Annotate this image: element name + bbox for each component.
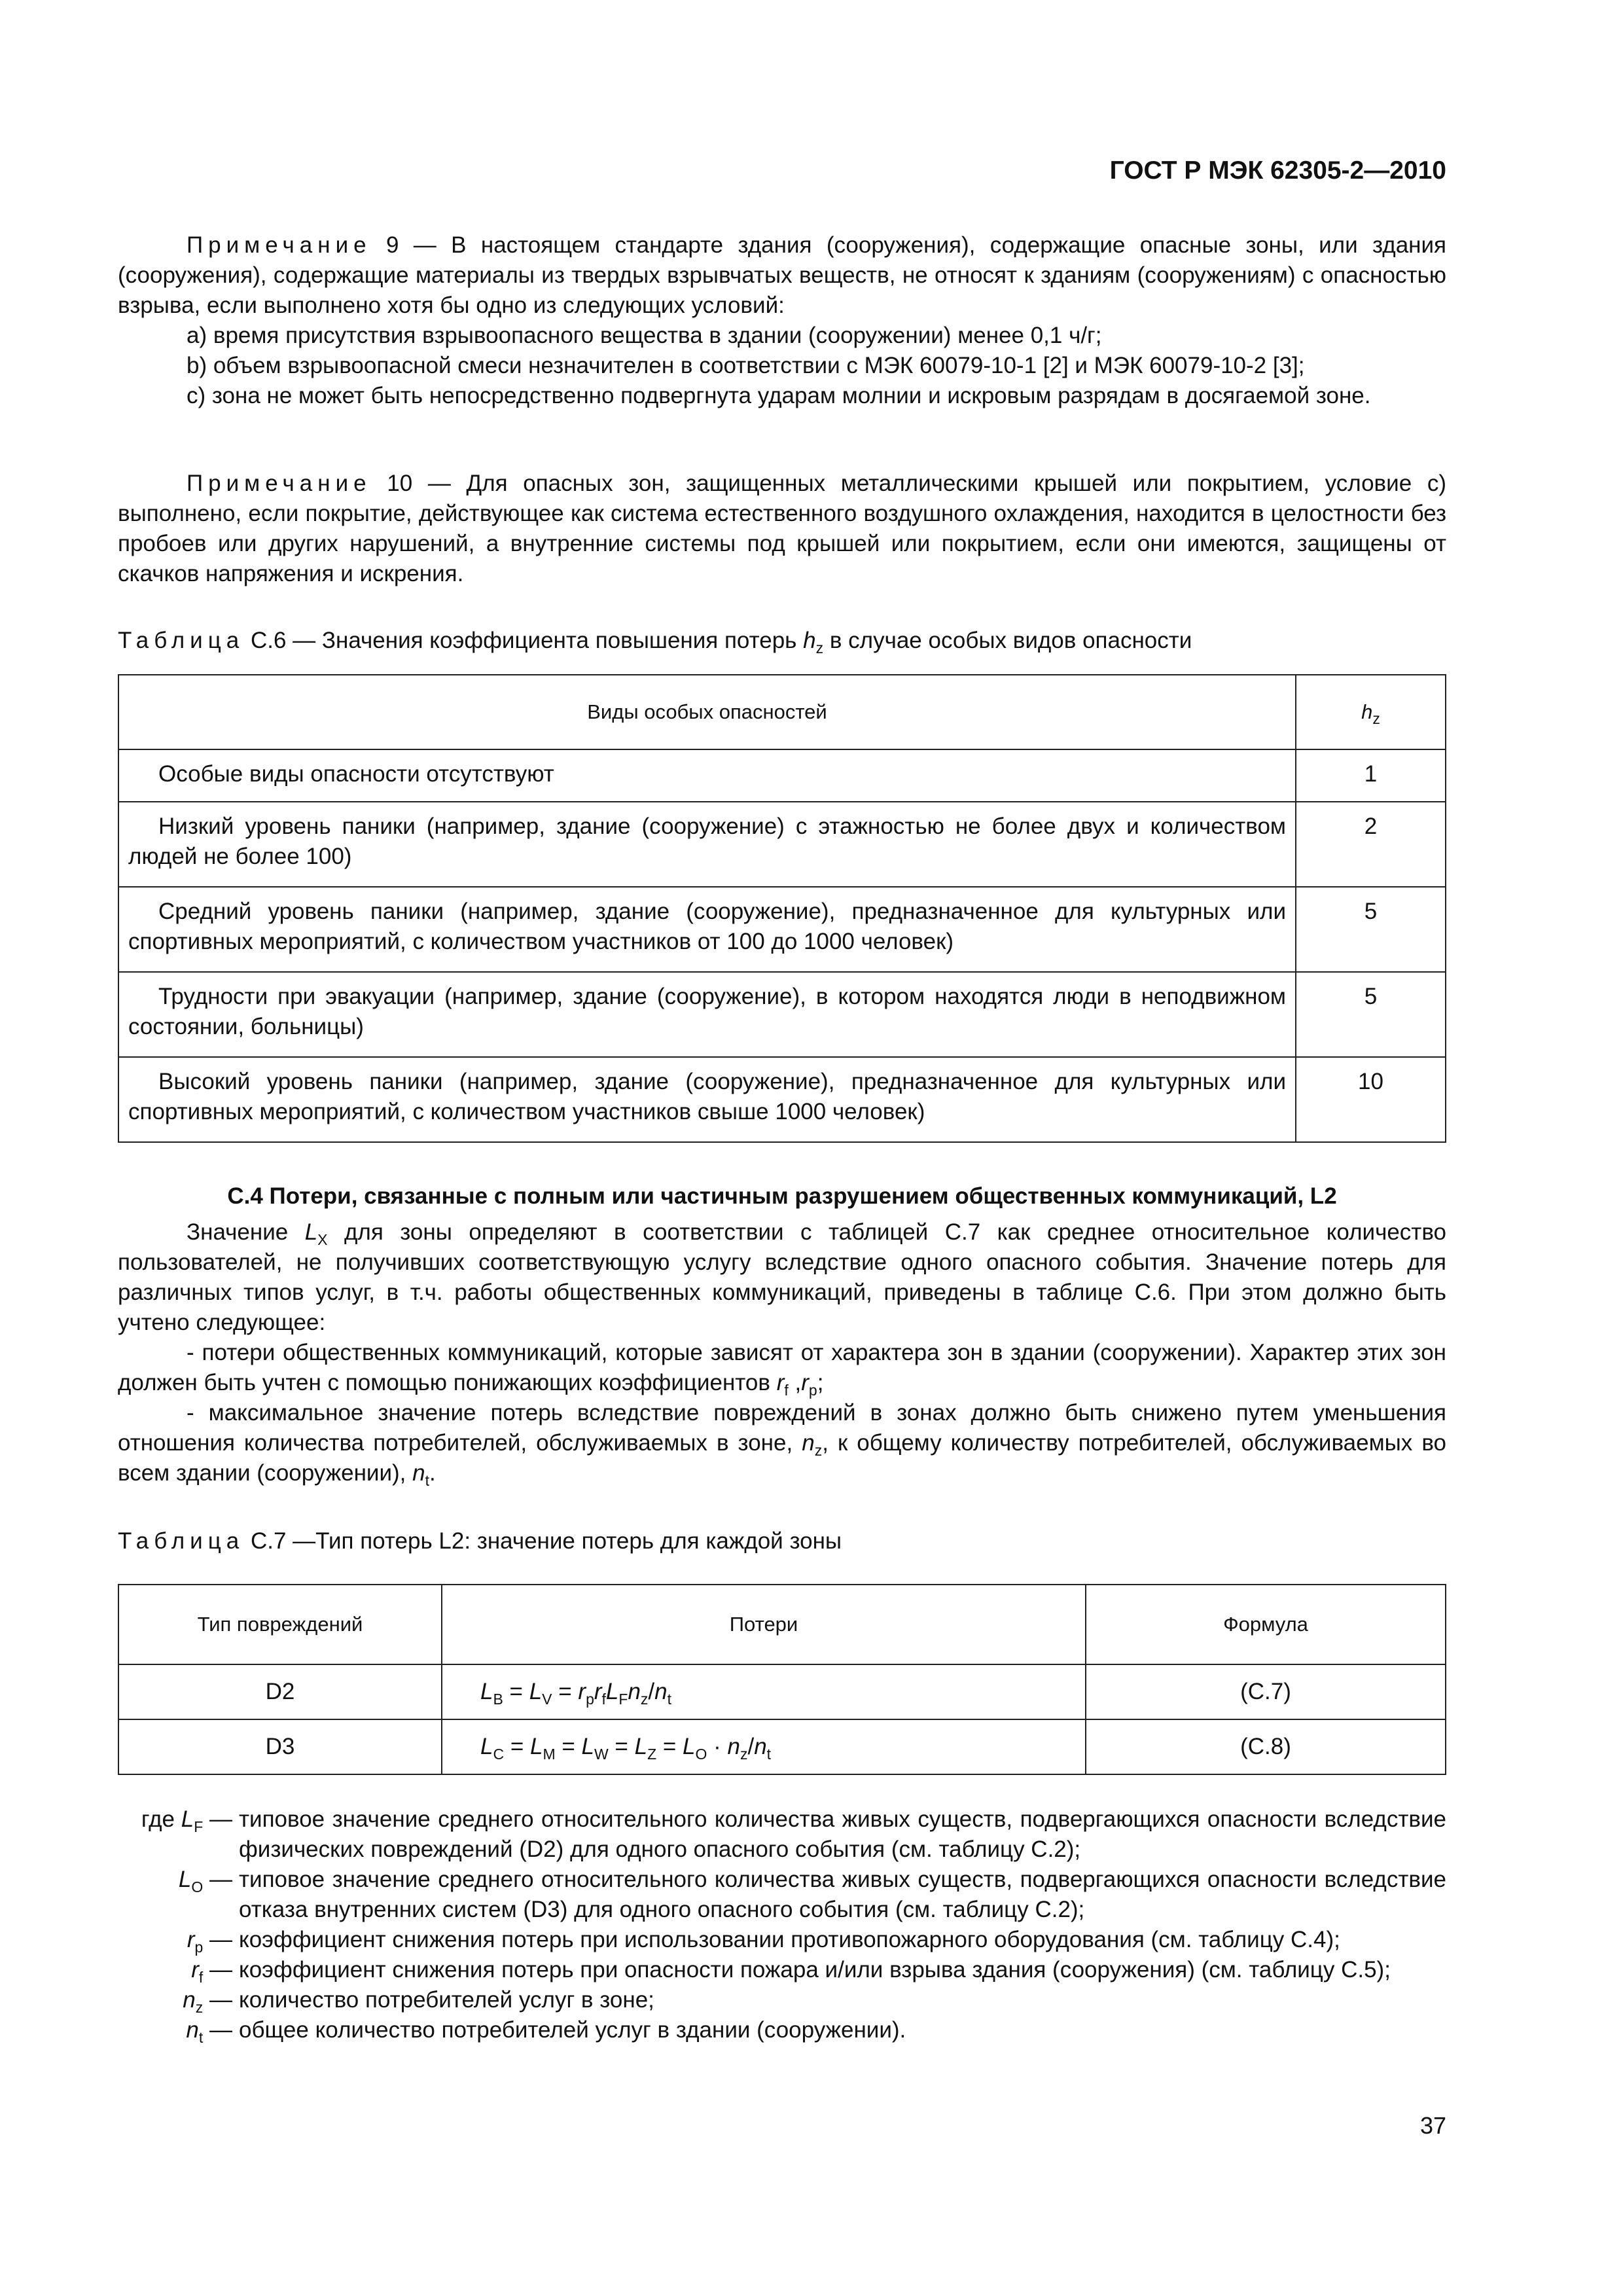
table-label: Таблица <box>118 628 245 653</box>
table-row <box>118 1719 1446 1774</box>
table-cell: Средний уровень паники (например, здание (сооружение), предназначенное для культурных или спортивных мероприятий, с количеством участников от 100 до 1000 человек) <box>118 887 1296 972</box>
table-label: Таблица <box>118 1528 245 1554</box>
table-row <box>118 887 1446 972</box>
definition-item: $r_f$ — коэффициент снижения потерь при опасности пожара и/или взрыва здания (сооружения) (см. таблицу С.5); <box>191 1957 1391 1986</box>
formula-cell: $L_C = L_M = L_W = L_Z = L_O \cdot n_z/n_t$ <box>442 1719 1086 1774</box>
table-header-row <box>118 1585 1446 1664</box>
column-header: $h_z$ <box>1296 675 1446 749</box>
document-id: ГОСТ Р МЭК 62305-2—2010 <box>1109 156 1446 185</box>
table-cell: 2 <box>1296 802 1446 887</box>
table-c7-caption: Таблица С.7 —Тип потерь L2: значение потерь для каждой зоны <box>118 1528 842 1554</box>
table-c6-caption: Таблица С.6 — Значения коэффициента повышения потерь $h_z$ в случае особых видов опасности <box>118 628 1192 656</box>
table-row <box>118 972 1446 1057</box>
note-9 <box>118 230 1446 411</box>
table-cell: Низкий уровень паники (например, здание (сооружение) с этажностью не более двух и количеством людей не более 100) <box>118 802 1296 887</box>
table-cell: D3 <box>118 1719 442 1774</box>
definition-item: $n_t$ — общее количество потребителей услуг в здании (сооружении). <box>186 2017 906 2046</box>
formula-cell: $L_B = L_V = r_pr_fL_Fn_z/n_t$ <box>442 1664 1086 1719</box>
table-row <box>118 1664 1446 1719</box>
definition-item: $r_p$ — коэффициент снижения потерь при использовании противопожарного оборудования (см. таблицу С.4); <box>187 1927 1340 1956</box>
note-text: 9 — В настоящем стандарте здания (сооружения), содержащие опасные зоны, или здания (сооружения), содержащие материалы из твердых взрывчатых веществ, не относят к зданиям (сооружениям) с опасностью взрыва, если выполнено хотя бы одно из следующих условий: <box>118 232 1446 318</box>
note-item: c) зона не может быть непосредственно подвергнута ударам молнии и искровым разрядам в досягаемой зоне. <box>187 383 1371 408</box>
table-header-row <box>118 675 1446 749</box>
table-cell: Трудности при эвакуации (например, здание (сооружение), в котором находятся люди в неподвижном состоянии, больницы) <box>118 972 1296 1057</box>
table-row <box>118 1057 1446 1142</box>
table-cell: (С.8) <box>1086 1719 1446 1774</box>
table-cell: Высокий уровень паники (например, здание (сооружение), предназначенное для культурных или спортивных мероприятий, с количеством участников свыше 1000 человек) <box>118 1057 1296 1142</box>
definitions-list <box>118 1804 1446 2045</box>
note-10 <box>118 469 1446 589</box>
table-cell: 1 <box>1296 749 1446 802</box>
section-heading: С.4 Потери, связанные с полным или частичным разрушением общественных коммуникаций, L2 <box>227 1183 1337 1209</box>
table-row <box>118 749 1446 802</box>
note-item: a) время присутствия взрывоопасного вещества в здании (сооружении) менее 0,1 ч/г; <box>187 323 1102 348</box>
note-label: Примечание <box>187 232 372 258</box>
page-number: 37 <box>1419 2112 1446 2139</box>
definition-item: $n_z$ — количество потребителей услуг в зоне; <box>183 1987 654 2016</box>
definition-item: где $L_F$ — типовое значение среднего относительного количества живых существ, подвергающихся опасности вследствие физических повреждений (D2) для одного опасного события (см. таблицу С.2); <box>141 1806 1446 1862</box>
table-cell: 5 <box>1296 887 1446 972</box>
note-label: Примечание <box>187 471 372 496</box>
table-cell: (С.7) <box>1086 1664 1446 1719</box>
definition-item: $L_O$ — типовое значение среднего относительного количества живых существ, подвергающихся опасности вследствие отказа внутренних систем (D3) для одного опасного события (см. таблицу С.2); <box>178 1867 1446 1922</box>
table-row <box>118 802 1446 887</box>
table-cell: 10 <box>1296 1057 1446 1142</box>
column-header: Формула <box>1086 1585 1446 1664</box>
table-c6 <box>118 674 1446 1143</box>
column-header: Потери <box>442 1585 1086 1664</box>
note-item: b) объем взрывоопасной смеси незначителен в соответствии с МЭК 60079-10-1 [2] и МЭК 60079-10-2 [3]; <box>187 353 1305 378</box>
table-cell: 5 <box>1296 972 1446 1057</box>
table-cell: Особые виды опасности отсутствуют <box>118 749 1296 802</box>
column-header: Виды особых опасностей <box>118 675 1296 749</box>
section-c4-body: Значение $L_X$ для зоны определяют в соответствии с таблицей С.7 как среднее относительное количество пользователей, не получивших соответствующую услугу вследствие одного опасного события. Значение потерь для различных типов услуг, в т.ч. работы общественных коммуникаций, приведены в таблице С.6. При этом должно быть учтено следующее: - потери общественных коммуникаций, которые зависят от характера зон в здании (сооружении). Характер этих зон должен быть учтен с помощью понижающих коэффициентов $r_f$ $,r_p$; - максимальное значение потерь вследствие повреждений в зонах должно быть снижено путем уменьшения отношения количества потребителей, обслуживаемых в зоне, $n_z$, к общему количеству потребителей, обслуживаемых во всем здании (сооружении), $n_t$. <box>118 1219 1446 1489</box>
table-cell: D2 <box>118 1664 442 1719</box>
column-header: Тип повреждений <box>118 1585 442 1664</box>
table-c7 <box>118 1584 1446 1775</box>
note-text: 10 — Для опасных зон, защищенных металлическими крышей или покрытием, условие c) выполнено, если покрытие, действующее как система естественного воздушного охлаждения, находится в целостности без пробоев или других нарушений, а внутренние системы под крышей или покрытием, если они имеются, защищены от скачков напряжения и искрения. <box>118 471 1446 586</box>
